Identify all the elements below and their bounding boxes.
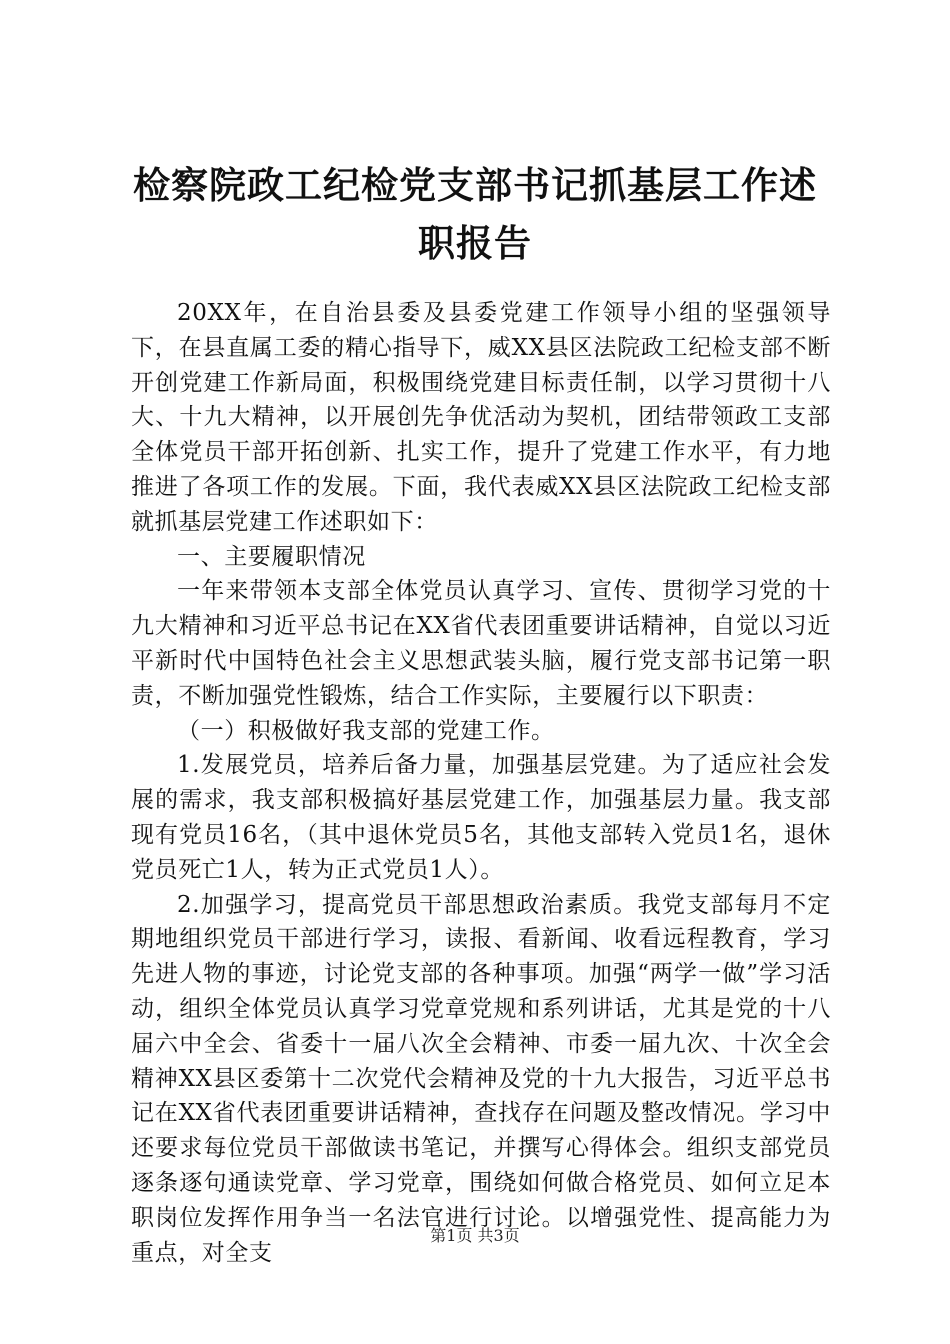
paragraph-intro: 20XX年，在自治县委及县委党建工作领导小组的坚强领导下，在县直属工委的精心指导下，威XX县区法院政工纪检支部不断开创党建工作新局面，积极围绕党建目标责任制，以学习贯彻十八大、十九大精神，以开展创先争优活动为契机，团结带领政工支部全体党员干部开拓创新、扎实工作，提升了党建工作水平，有力地推进了各项工作的发展。下面，我代表威XX县区法院政工纪检支部就抓基层党建工作述职如下： — [131, 300, 831, 535]
document-title: 检察院政工纪检党支部书记抓基层工作述职报告 — [133, 163, 817, 265]
paragraph-develop-members: 1.发展党员，培养后备力量，加强基层党建。为了适应社会发展的需求，我支部积极搞好基层党建工作，加强基层力量。我支部现有党员16名，（其中退休党员5名，其他支部转入党员1名，退休党员死亡1人，转为正式党员1人）。 — [131, 752, 831, 883]
paragraph-duties-overview: 一年来带领本支部全体党员认真学习、宣传、贯彻学习党的十九大精神和习近平总书记在XX省代表团重要讲话精神，自觉以习近平新时代中国特色社会主义思想武装头脑，履行党支部书记第一职责，不断加强党性锻炼，结合工作实际，主要履行以下职责： — [131, 578, 831, 709]
page-footer: 第1页 共3页 — [430, 1226, 520, 1245]
paragraph-strengthen-learning: 2.加强学习，提高党员干部思想政治素质。我党支部每月不定期地组织党员干部进行学习，读报、看新闻、收看远程教育，学习先进人物的事迹，讨论党支部的各种事项。加强“两学一做”学习活动，组织全体党员认真学习党章党规和系列讲话，尤其是党的十八届六中全会、省委十一届八次全会精神、市委一届九次、十次全会精神XX县区委第十二次党代会精神及党的十九大报告，习近平总书记在XX省代表团重要讲话精神，查找存在问题及整改情况。学习中还要求每位党员干部做读书笔记，并撰写心得体会。组织支部党员逐条逐句通读党章、学习党章，围绕如何做合格党员、如何立足本职岗位发挥作用争当一名法官进行讨论。以增强党性、提高能力为重点，对全支 — [131, 891, 831, 1266]
subsection-heading-party-building: （一）积极做好我支部的党建工作。 — [177, 717, 555, 744]
document-body — [131, 296, 831, 1270]
section-heading-main-duties: 一、主要履职情况 — [177, 543, 366, 570]
